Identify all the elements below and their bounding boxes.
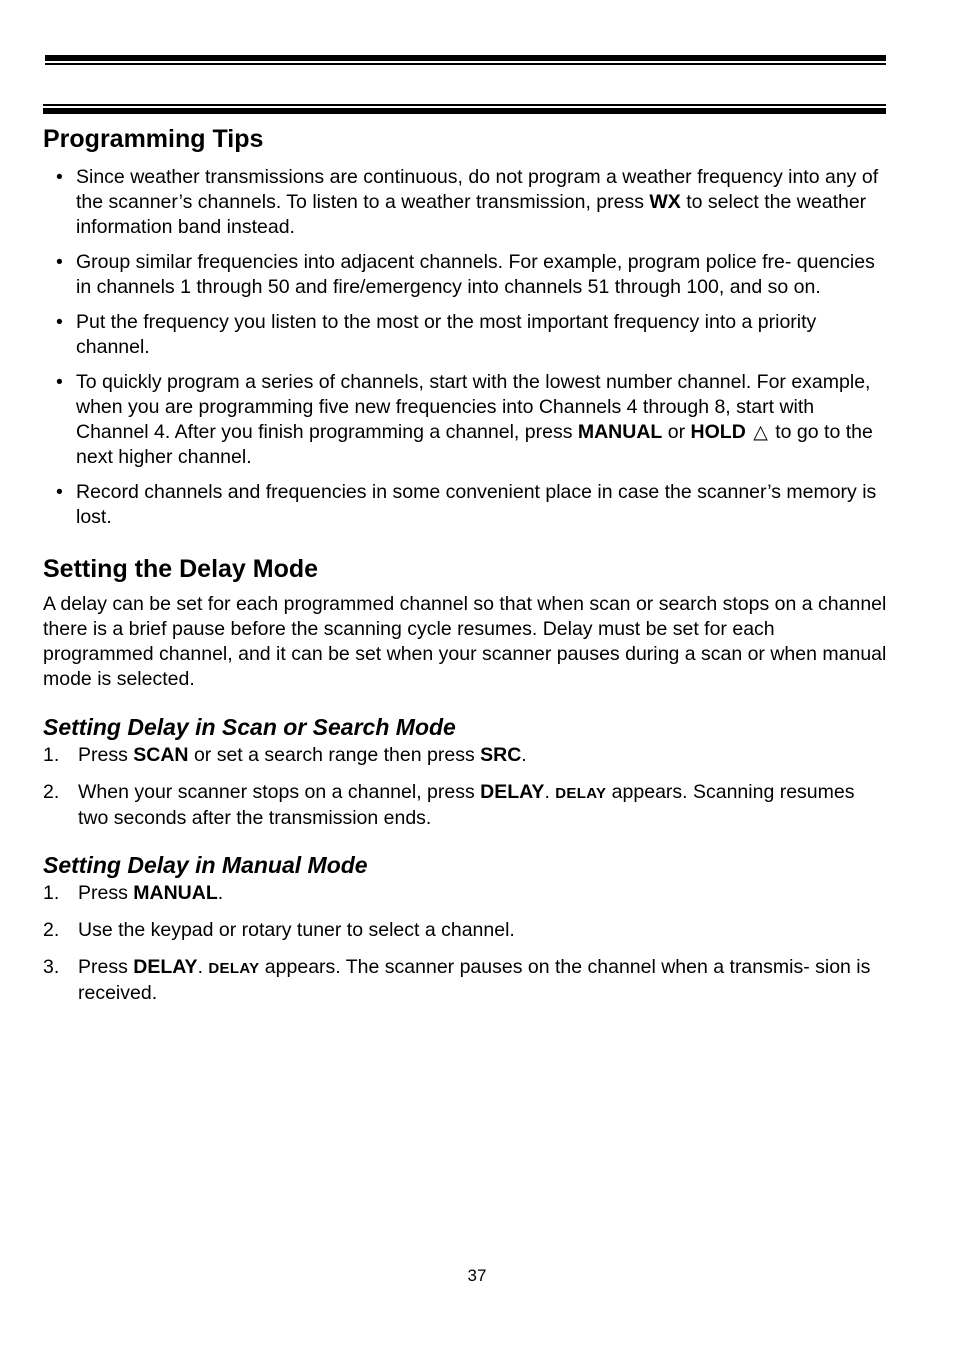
delay-mode-intro: A delay can be set for each programmed channel so that when scan or search stops on a channel there is a brief pause before the scanning cycle resumes. Delay must be set for each programmed channel, and it can be set when your scanner pauses during a scan or when manual mode is selected.	[43, 593, 887, 690]
key-manual: MANUAL	[133, 882, 218, 904]
step-item: 2. When your scanner stops on a channel, press DELAY. DELAY appears. Scanning resumes two seconds after the transmission ends.	[43, 781, 855, 829]
up-triangle-icon: △	[753, 422, 768, 443]
key-delay: DELAY	[480, 781, 545, 803]
step-item: 1. Press SCAN or set a search range then press SRC.	[43, 744, 527, 766]
step-number: 3.	[43, 956, 60, 978]
page-number: 37	[467, 1266, 487, 1285]
tip-item: • Put the frequency you listen to the most or the most important frequency into a priority channel.	[56, 311, 817, 358]
manual-steps	[43, 881, 888, 1006]
key-delay: DELAY	[133, 956, 198, 978]
bullet-icon: •	[56, 371, 63, 393]
section-double-rule	[43, 104, 886, 114]
step-number: 2.	[43, 919, 60, 941]
tip-item: • Group similar frequencies into adjacent channels. For example, program police fre- quencies in channels 1 through 50 and fire/emergency into channels 51 through 100, and so on.	[56, 251, 875, 298]
tip-item: • To quickly program a series of channels, start with the lowest number channel. For example, when you are programming five new frequencies into Channels 4 through 8, start with Channel 4. After you finish programming a channel, press MANUAL or HOLD △ to go to the next higher channel.	[56, 371, 873, 468]
step-number: 1.	[43, 744, 60, 766]
tip-item: • Record channels and frequencies in some convenient place in case the scanner’s memory is lost.	[56, 481, 877, 528]
header-double-rule	[45, 55, 886, 65]
bullet-icon: •	[56, 251, 63, 273]
step-number: 1.	[43, 882, 60, 904]
step-item: 2. Use the keypad or rotary tuner to select a channel.	[43, 919, 515, 941]
section-title-programming-tips: Programming Tips	[43, 125, 264, 153]
subsection-title-scan-search: Setting Delay in Scan or Search Mode	[43, 714, 456, 740]
header-rule-thin	[45, 63, 886, 65]
key-manual: MANUAL	[577, 421, 663, 443]
programming-tips-list	[43, 165, 888, 530]
key-wx: WX	[649, 191, 681, 213]
step-item: 3. Press DELAY. DELAY appears. The scanner pauses on the channel when a transmis- sion is received.	[43, 956, 871, 1004]
step-number: 2.	[43, 781, 60, 803]
key-hold: HOLD	[690, 421, 746, 443]
display-delay-indicator: DELAY	[208, 960, 260, 977]
bullet-icon: •	[56, 481, 63, 503]
bullet-icon: •	[56, 166, 63, 188]
key-src: SRC	[480, 744, 522, 766]
display-delay-indicator: DELAY	[555, 785, 607, 802]
tip-item: • Since weather transmissions are continuous, do not program a weather frequency into any of the scanner’s channels. To listen to a weather transmission, press WX to select the weather information band instead.	[56, 166, 879, 238]
page-content	[43, 119, 888, 1018]
header-rule-thick	[45, 55, 886, 61]
subsection-title-manual: Setting Delay in Manual Mode	[43, 852, 368, 878]
section-rule-thick	[43, 108, 886, 114]
scan-search-steps	[43, 743, 888, 831]
bullet-icon: •	[56, 311, 63, 333]
step-item: 1. Press MANUAL.	[43, 882, 224, 904]
section-rule-thin	[43, 104, 886, 106]
key-scan: SCAN	[133, 744, 189, 766]
section-title-delay-mode: Setting the Delay Mode	[43, 555, 319, 583]
